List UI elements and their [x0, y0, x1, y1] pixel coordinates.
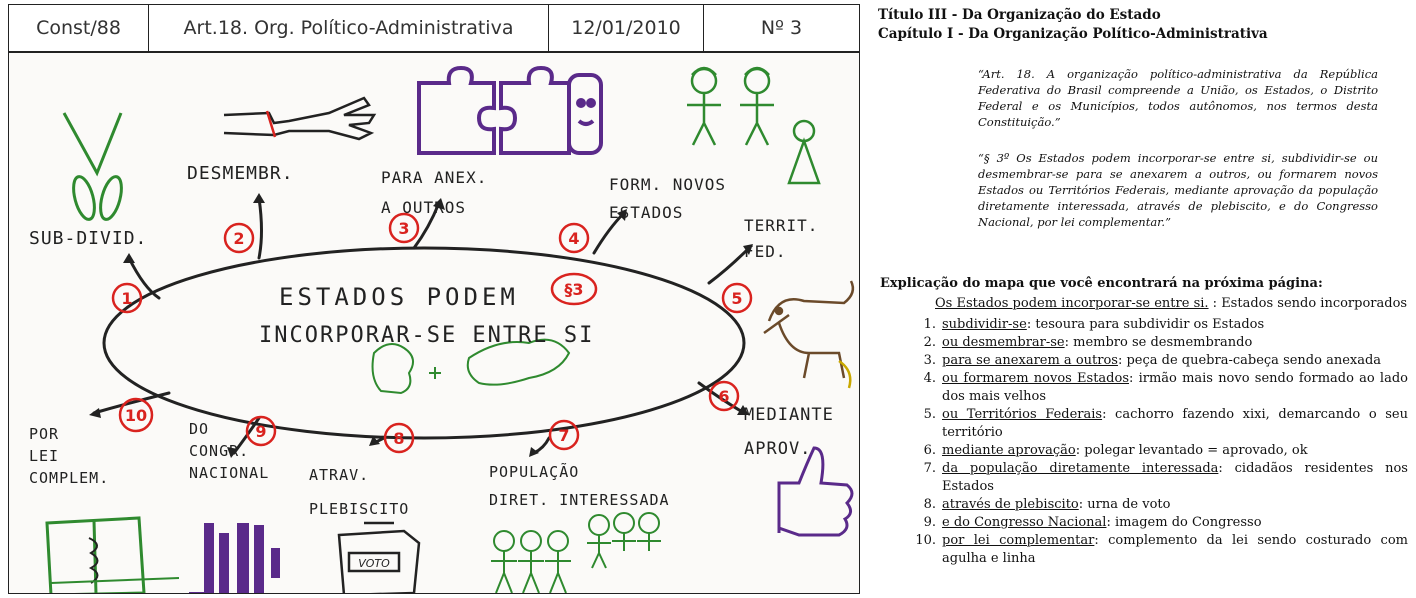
label-territ: TERRIT. FED. [744, 216, 819, 261]
list-item [908, 370, 1408, 406]
explanation-intro [935, 296, 1407, 311]
item-number: 6. [923, 443, 936, 458]
label-lei-complem: POR LEI COMPLEM. [29, 425, 110, 487]
center-line2: INCORPORAR-SE ENTRE SI [259, 323, 595, 348]
badge-3-label: 3 [398, 219, 410, 238]
header-date: 12/01/2010 [549, 5, 704, 51]
item-text: : peça de quebra-cabeça sendo anexada [1117, 353, 1382, 368]
item-number: 10. [915, 533, 936, 548]
label-mediante: MEDIANTE APROV. [744, 405, 834, 459]
law-book-icon [47, 518, 179, 594]
title-line2: Capítulo I - Da Organização Político-Administrativa [878, 26, 1268, 42]
intro-underlined: Os Estados podem incorporar-se entre si. [935, 296, 1209, 311]
item-number: 4. [923, 371, 936, 386]
badge-7-label: 7 [558, 426, 570, 445]
header-article: Art.18. Org. Político-Administrativa [149, 5, 549, 51]
item-text: : complemento da lei sendo costurado com agulha e linha [942, 533, 1408, 566]
item-term: para se anexarem a outros [942, 353, 1118, 368]
item-number: 9. [923, 515, 936, 530]
list-item [908, 406, 1408, 442]
quote-par3: “§ 3º Os Estados podem incorporar-se entre si, subdividir-se ou desmembrar-se para se anexarem a outros, ou formarem novos Estados ou Territórios Federais, mediante aprovação da população diretamente interessada, através de plebiscito, e do Congresso Nacional, por lei complementar.” [978, 151, 1378, 229]
item-text: : imagem do Congresso [1106, 515, 1262, 530]
intro-rest: : Estados sendo incorporados [1208, 296, 1408, 311]
item-text: : membro se desmembrando [1064, 335, 1253, 350]
item-text: : cidadãos residentes nos Estados [942, 461, 1408, 494]
item-term: ou Territórios Federais [942, 407, 1103, 422]
siblings-icon [687, 68, 819, 183]
puzzle-icon [419, 68, 601, 153]
explanation-list [908, 316, 1408, 568]
list-item [908, 496, 1408, 514]
dog-icon [764, 281, 853, 388]
label-sub-divid: SUB-DIVID. [29, 228, 148, 249]
header-code: Const/88 [9, 5, 149, 51]
label-congresso: DO CONGR. NACIONAL [189, 420, 270, 482]
item-term: por lei complementar [942, 533, 1095, 548]
label-populacao: POPULAÇÃO DIRET. INTERESSADA [489, 463, 670, 509]
badge-1-label: 1 [121, 289, 133, 308]
explanation-title: Explicação do mapa que você encontrará na próxima página: [880, 276, 1323, 291]
list-item [908, 442, 1408, 460]
item-term: mediante aprovação [942, 443, 1076, 458]
item-text: : tesoura para subdividir os Estados [1026, 317, 1265, 332]
item-text: : urna de voto [1078, 497, 1171, 512]
congress-icon [204, 523, 280, 593]
list-item [908, 334, 1408, 352]
badge-10-label: 10 [124, 406, 148, 425]
badge-4-label: 4 [568, 229, 580, 248]
item-text: : cachorro fazendo xixi, demarcando o seu território [942, 407, 1408, 440]
badge-center-label: §3 [564, 280, 584, 299]
item-number: 1. [923, 317, 936, 332]
list-item [908, 532, 1408, 568]
mind-map [8, 52, 860, 594]
quote-art18: “Art. 18. A organização político-administrativa da República Federativa do Brasil compreende a União, os Estados, o Distrito Federal e os Municípios, todos autônomos, nos termos desta Constituição.” [978, 67, 1378, 129]
badge-6-label: 6 [718, 387, 730, 406]
item-number: 8. [923, 497, 936, 512]
branch-5 [709, 248, 749, 283]
scissors-icon [64, 113, 125, 222]
list-item [908, 352, 1408, 370]
label-anex: PARA ANEX. A OUTROS [381, 168, 488, 217]
item-term: através de plebiscito [942, 497, 1079, 512]
item-number: 2. [923, 335, 936, 350]
badge-2-label: 2 [233, 229, 245, 248]
badge-8-label: 8 [393, 429, 405, 448]
label-desmembr: DESMEMBR. [187, 163, 294, 184]
title-line1: Título III - Da Organização do Estado [878, 7, 1161, 23]
item-term: ou desmembrar-se [942, 335, 1065, 350]
right-titles [878, 6, 1408, 44]
item-term: subdividir-se [942, 317, 1027, 332]
center-line1: ESTADOS PODEM [279, 283, 519, 311]
item-text: : polegar levantado = aprovado, ok [1075, 443, 1308, 458]
item-number: 7. [923, 461, 936, 476]
list-item [908, 316, 1408, 334]
item-number: 3. [923, 353, 936, 368]
item-term: e do Congresso Nacional [942, 515, 1107, 530]
branch-2 [259, 198, 262, 258]
branch-7 [534, 438, 549, 453]
ballot-text: VOTO [358, 557, 390, 570]
item-text: : irmão mais novo sendo formado ao lado dos mais velhos [942, 371, 1408, 404]
list-item [908, 460, 1408, 496]
header-table [8, 4, 860, 52]
label-form-novos: FORM. NOVOS ESTADOS [609, 175, 726, 222]
badge-9-label: 9 [255, 422, 267, 441]
item-number: 5. [923, 407, 936, 422]
item-term: da população diretamente interessada [942, 461, 1219, 476]
item-term: ou formarem novos Estados [942, 371, 1129, 386]
badge-5-label: 5 [731, 289, 743, 308]
list-item [908, 514, 1408, 532]
label-plebiscito: ATRAV. PLEBISCITO [309, 466, 410, 518]
citizens-icon [491, 513, 661, 593]
header-number: Nº 3 [760, 17, 803, 39]
severed-arm-icon [224, 98, 374, 139]
